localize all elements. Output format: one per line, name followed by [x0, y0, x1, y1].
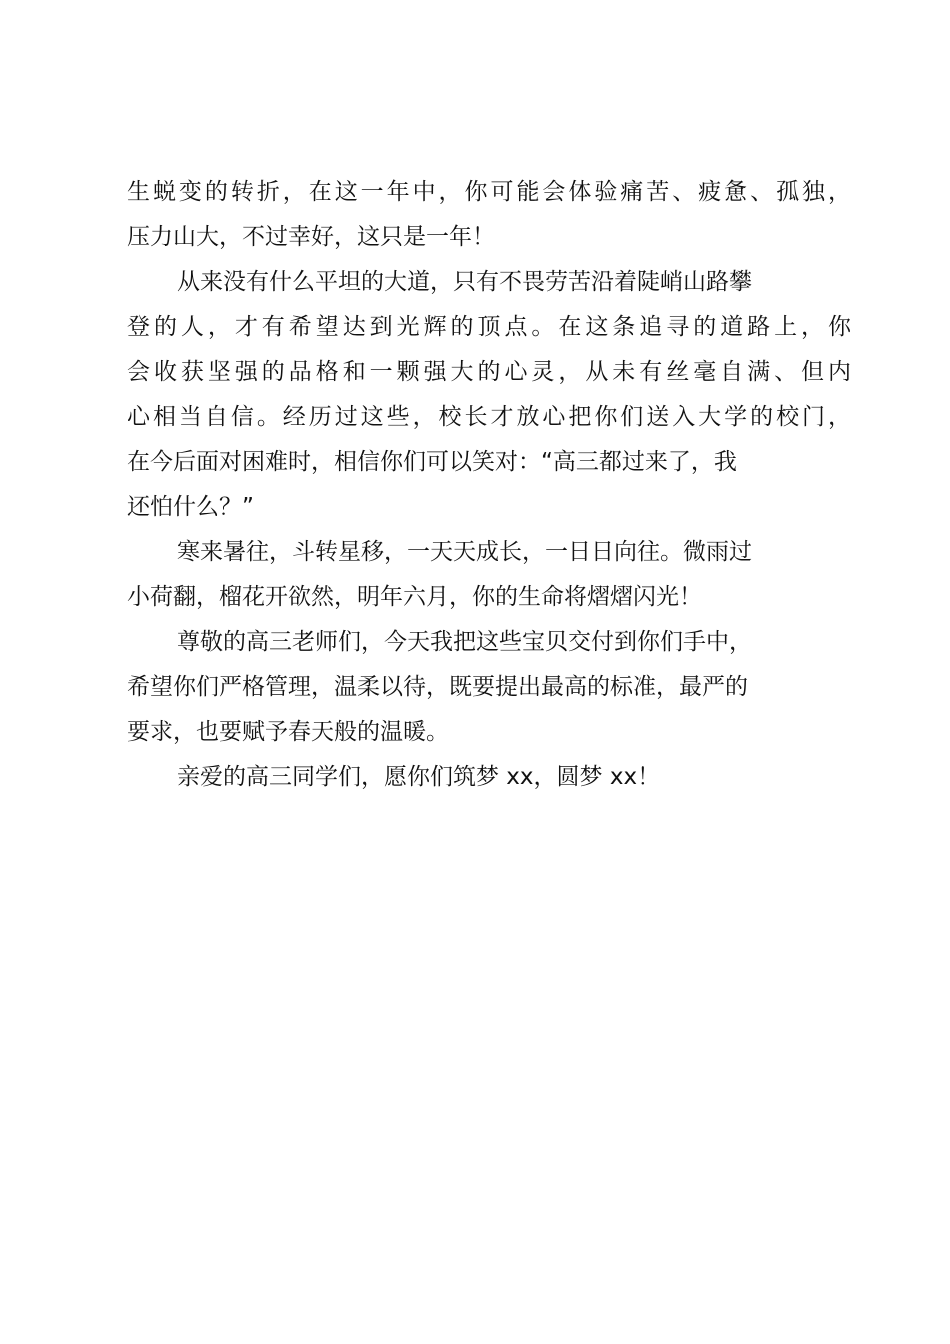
- paragraph-line: 希望你们严格管理，温柔以待，既要提出最高的标准，最严的: [127, 674, 748, 700]
- paragraph-3: [127, 530, 851, 620]
- paragraph-2: [127, 260, 851, 530]
- paragraph-line: 生蜕变的转折，在这一年中，你可能会体验痛苦、疲惫、孤独，: [127, 179, 851, 205]
- paragraph-line: 登的人，才有希望达到光辉的顶点。在这条追寻的道路上，你: [127, 314, 851, 340]
- paragraph-line: 要求，也要赋予春天般的温暖。: [127, 719, 449, 745]
- paragraph-1: [127, 170, 851, 260]
- paragraph-line: 还怕什么？”: [127, 494, 254, 520]
- paragraph-line: 尊敬的高三老师们，今天我把这些宝贝交付到你们手中，: [177, 629, 752, 655]
- paragraph-5: [127, 755, 851, 800]
- paragraph-line: 压力山大，不过幸好，这只是一年！: [127, 224, 495, 250]
- paragraph-line: 寒来暑往，斗转星移，一天天成长，一日日向往。微雨过: [177, 539, 752, 565]
- paragraph-line: 亲爱的高三同学们，愿你们筑梦 xx，圆梦 xx！: [177, 764, 661, 790]
- paragraph-line: 心相当自信。经历过这些，校长才放心把你们送入大学的校门，: [127, 404, 851, 430]
- paragraph-line: 从来没有什么平坦的大道，只有不畏劳苦沿着陡峭山路攀: [177, 269, 752, 295]
- paragraph-line: 会收获坚强的品格和一颗强大的心灵，从未有丝毫自满、但内: [127, 359, 851, 385]
- document-body: [127, 170, 851, 800]
- paragraph-line: 在今后面对困难时，相信你们可以笑对：“高三都过来了，我: [127, 449, 737, 475]
- paragraph-line: 小荷翻，榴花开欲然，明年六月，你的生命将熠熠闪光！: [127, 584, 702, 610]
- paragraph-4: [127, 620, 851, 755]
